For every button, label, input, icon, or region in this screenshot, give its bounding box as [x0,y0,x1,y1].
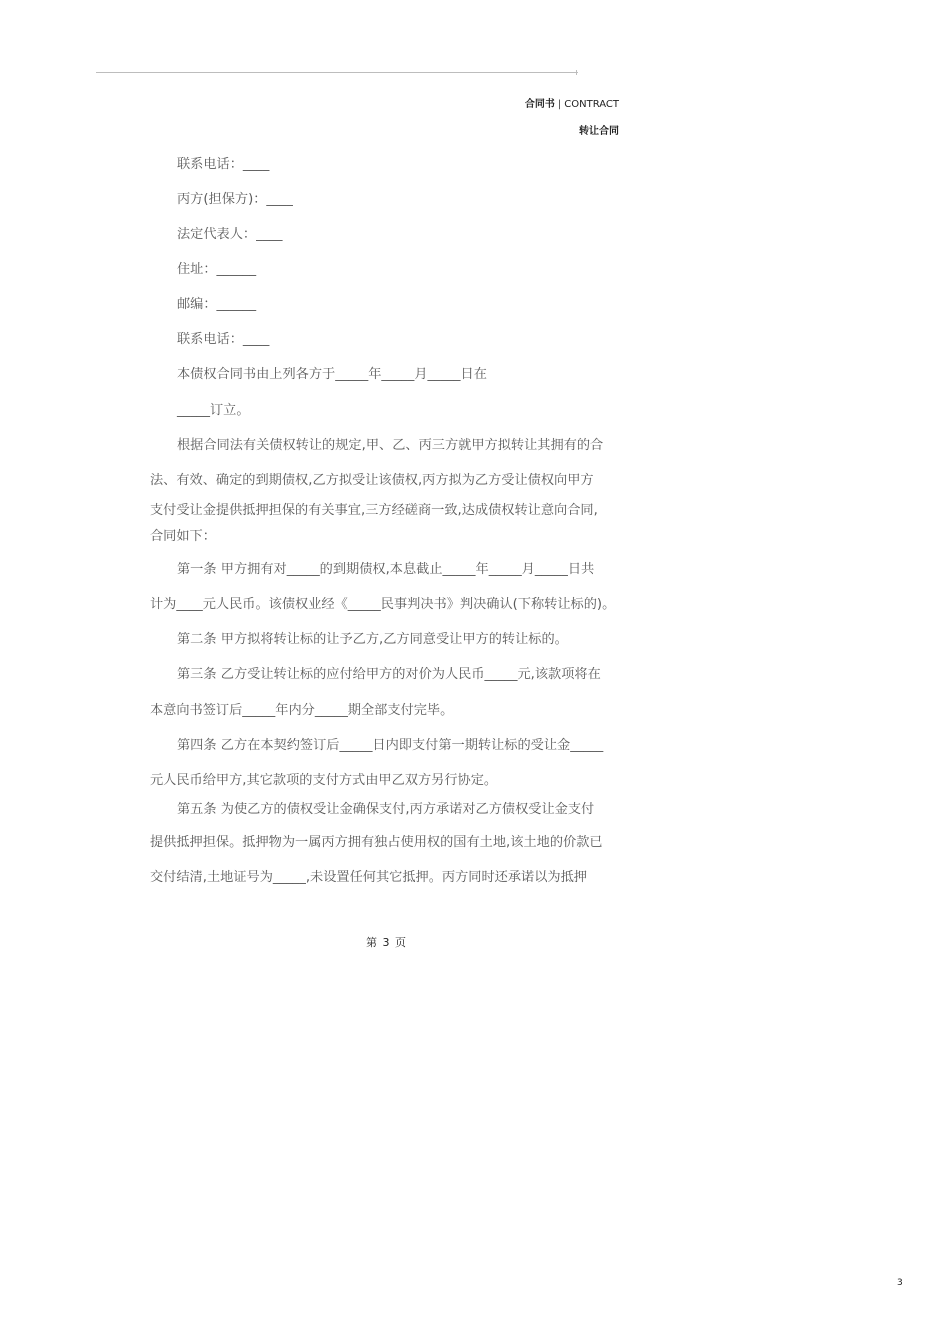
text-line: 第三条 乙方受让转让标的应付给甲方的对价为人民币_____元,该款项将在 [177,667,601,682]
header-separator: | [557,99,562,110]
text-line: 计为____元人民币。该债权业经《_____民事判决书》判决确认(下称转让标的)。 [150,597,616,612]
text-line: 元人民币给甲方,其它款项的支付方式由甲乙双方另行协定。 [150,773,498,788]
text-line: 法、有效、确定的到期债权,乙方拟受让该债权,丙方拟为乙方受让债权向甲方 [150,473,594,488]
text-line: 第二条 甲方拟将转让标的让予乙方,乙方同意受让甲方的转让标的。 [177,632,568,647]
text-line: 法定代表人：____ [177,227,283,242]
header-title-en: CONTRACT [564,99,619,110]
page-number: 3 [897,1278,903,1288]
header-rule-tick [576,70,577,75]
header-rule [96,72,578,73]
text-line: 住址：______ [177,262,257,277]
header-contract [525,95,619,110]
text-line: 支付受让金提供抵押担保的有关事宜,三方经磋商一致,达成债权转让意向合同, [150,503,598,518]
text-line: 联系电话：____ [177,157,270,172]
text-line: 第五条 为使乙方的债权受让金确保支付,丙方承诺对乙方债权受让金支付 [177,802,595,817]
text-line: 提供抵押担保。抵押物为一属丙方拥有独占使用权的国有土地,该土地的价款已 [150,835,603,850]
text-line: 第一条 甲方拥有对_____的到期债权,本息截止_____年_____月_____日共 [177,562,595,577]
text-line: 根据合同法有关债权转让的规定,甲、乙、丙三方就甲方拟转让其拥有的合 [177,438,604,453]
text-line: 第四条 乙方在本契约签订后_____日内即支付第一期转让标的受让金_____ [177,738,604,753]
text-line: 本债权合同书由上列各方于_____年_____月_____日在 [177,367,487,382]
text-line: 合同如下： [150,529,216,544]
text-line: 交付结清,土地证号为_____,未设置任何其它抵押。丙方同时还承诺以为抵押 [150,870,587,885]
text-line: 联系电话：____ [177,332,270,347]
text-line: 邮编：______ [177,297,257,312]
text-line: 丙方(担保方)：____ [177,192,293,207]
header-subtitle: 转让合同 [579,126,619,137]
page-label: 第 3 页 [366,936,407,949]
text-line: _____订立。 [177,403,250,418]
header-title-cn: 合同书 [524,99,555,110]
text-line: 本意向书签订后_____年内分_____期全部支付完毕。 [150,703,454,718]
